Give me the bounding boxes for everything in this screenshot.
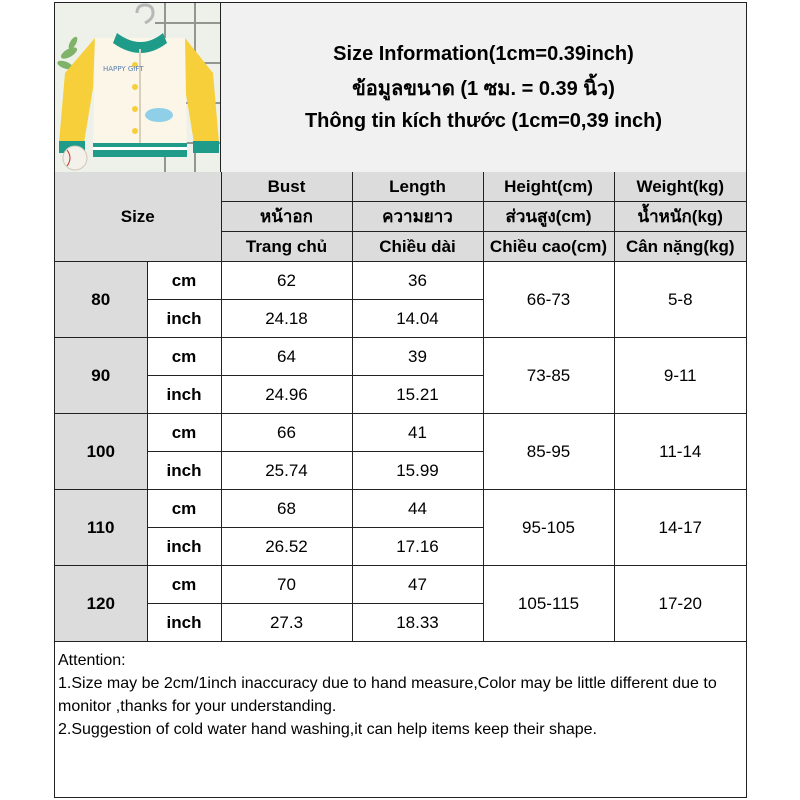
size-value: 120	[55, 566, 147, 642]
bust-inch: 24.96	[221, 376, 352, 414]
column-header-length: Length	[352, 172, 483, 202]
height-range: 66-73	[483, 262, 614, 338]
column-header-height: Height(cm)	[483, 172, 614, 202]
size-label: Size	[55, 172, 221, 262]
height-range: 85-95	[483, 414, 614, 490]
size-value: 80	[55, 262, 147, 338]
length-inch: 17.16	[352, 528, 483, 566]
length-inch: 15.21	[352, 376, 483, 414]
table-row	[55, 262, 746, 300]
attention-note-2: 2.Suggestion of cold water hand washing,it can help items keep their shape.	[58, 721, 597, 738]
length-inch: 14.04	[352, 300, 483, 338]
column-header-height-vietnamese: Chiều cao(cm)	[483, 232, 614, 262]
size-table	[55, 172, 746, 642]
weight-range: 14-17	[614, 490, 746, 566]
length-cm: 36	[352, 262, 483, 300]
column-header-weight-vietnamese: Cân nặng(kg)	[614, 232, 746, 262]
attention-notes	[55, 646, 746, 744]
unit-inch: inch	[147, 528, 221, 566]
length-inch: 15.99	[352, 452, 483, 490]
size-value: 100	[55, 414, 147, 490]
length-cm: 44	[352, 490, 483, 528]
unit-cm: cm	[147, 566, 221, 604]
attention-note-1: 1.Size may be 2cm/1inch inaccuracy due to hand measure,Color may be little different due to monitor ,thanks for your understanding.	[58, 675, 717, 715]
weight-range: 5-8	[614, 262, 746, 338]
table-row	[55, 490, 746, 528]
unit-cm: cm	[147, 414, 221, 452]
table-row	[55, 566, 746, 604]
unit-cm: cm	[147, 262, 221, 300]
bust-cm: 62	[221, 262, 352, 300]
bust-cm: 64	[221, 338, 352, 376]
column-header-weight: Weight(kg)	[614, 172, 746, 202]
unit-inch: inch	[147, 452, 221, 490]
table-row	[55, 414, 746, 452]
size-value: 90	[55, 338, 147, 414]
height-range: 105-115	[483, 566, 614, 642]
bust-inch: 27.3	[221, 604, 352, 642]
unit-inch: inch	[147, 300, 221, 338]
column-header-bust: Bust	[221, 172, 352, 202]
column-header-height-thai: ส่วนสูง(cm)	[483, 202, 614, 232]
unit-inch: inch	[147, 376, 221, 414]
size-value: 110	[55, 490, 147, 566]
chart-header	[55, 3, 746, 173]
weight-range: 17-20	[614, 566, 746, 642]
title-thai: ข้อมูลขนาด (1 ซม. = 0.39 นิ้ว)	[352, 77, 615, 100]
unit-cm: cm	[147, 338, 221, 376]
column-header-length-thai: ความยาว	[352, 202, 483, 232]
attention-heading: Attention:	[58, 652, 126, 669]
column-header-length-vietnamese: Chiều dài	[352, 232, 483, 262]
length-cm: 39	[352, 338, 483, 376]
column-header-weight-thai: น้ำหนัก(kg)	[614, 202, 746, 232]
title-english: Size Information(1cm=0.39inch)	[333, 42, 634, 65]
bust-cm: 70	[221, 566, 352, 604]
size-chart	[54, 2, 747, 798]
title-vietnamese: Thông tin kích thước (1cm=0,39 inch)	[304, 109, 663, 132]
bust-inch: 25.74	[221, 452, 352, 490]
column-header-bust-vietnamese: Trang chủ	[221, 232, 352, 262]
size-information-title	[221, 3, 746, 172]
length-inch: 18.33	[352, 604, 483, 642]
unit-cm: cm	[147, 490, 221, 528]
unit-inch: inch	[147, 604, 221, 642]
height-range: 73-85	[483, 338, 614, 414]
bust-inch: 26.52	[221, 528, 352, 566]
table-row	[55, 338, 746, 376]
baseball-jacket-image	[55, 3, 221, 172]
header-row-english	[55, 172, 746, 202]
product-photo	[55, 3, 221, 172]
photo-text: HAPPY GIFT	[103, 65, 144, 73]
height-range: 95-105	[483, 490, 614, 566]
bust-inch: 24.18	[221, 300, 352, 338]
bust-cm: 66	[221, 414, 352, 452]
column-header-bust-thai: หน้าอก	[221, 202, 352, 232]
weight-range: 9-11	[614, 338, 746, 414]
weight-range: 11-14	[614, 414, 746, 490]
length-cm: 41	[352, 414, 483, 452]
bust-cm: 68	[221, 490, 352, 528]
length-cm: 47	[352, 566, 483, 604]
